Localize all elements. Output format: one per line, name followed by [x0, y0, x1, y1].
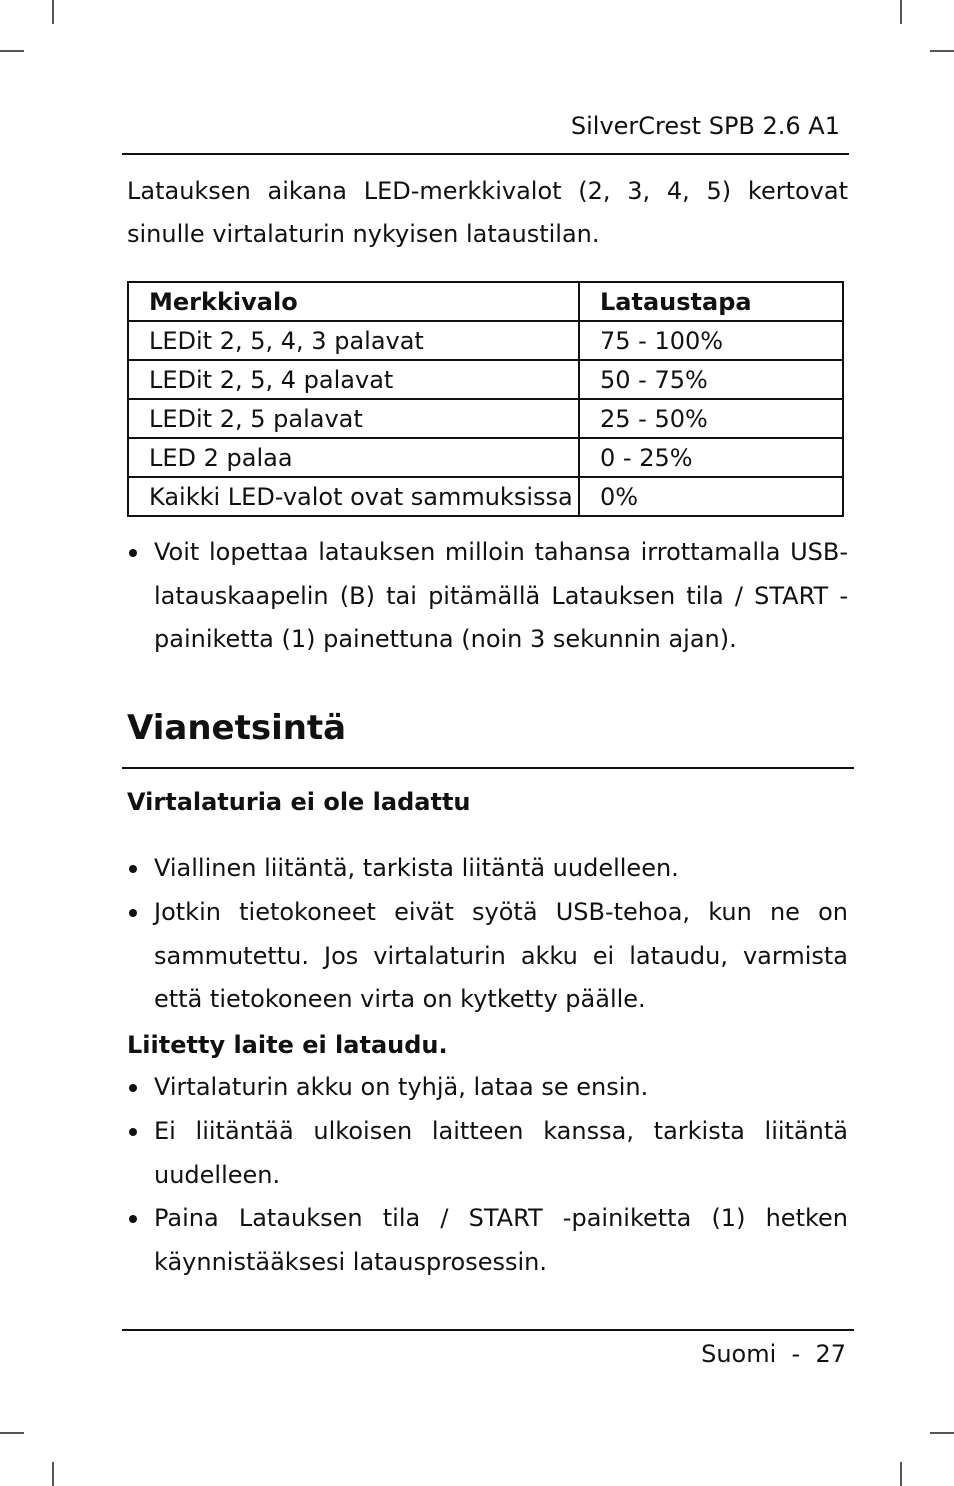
- header-rule: [122, 153, 849, 155]
- subsection-title: Virtalaturia ei ole ladattu: [127, 788, 471, 816]
- footer-rule: [122, 1329, 854, 1331]
- list-item-text: Paina Latauksen tila / START -painiketta (1) hetken käynnistääksesi latausprosessin.: [154, 1204, 848, 1276]
- list-item: [127, 891, 848, 1022]
- intro-paragraph: Latauksen aikana LED-merkkivalot (2, 3, 4, 5) kertovat sinulle virtalaturin nykyisen lataustilan.: [127, 177, 848, 248]
- crop-mark: [930, 50, 954, 52]
- list-item: [127, 1197, 848, 1284]
- column-header: Merkkivalo: [128, 282, 579, 321]
- list-item-text: Viallinen liitäntä, tarkista liitäntä uudelleen.: [154, 854, 679, 882]
- table-cell: 25 - 50%: [579, 399, 843, 438]
- list-item-text: Virtalaturin akku on tyhjä, lataa se ensin.: [154, 1073, 649, 1101]
- led-status-table: [127, 281, 844, 517]
- list-item: [127, 1110, 848, 1197]
- list-item-text: Ei liitäntää ulkoisen laitteen kanssa, tarkista liitäntä uudelleen.: [154, 1117, 848, 1189]
- crop-mark: [0, 1432, 24, 1434]
- list-item-text: Jotkin tietokoneet eivät syötä USB-tehoa, kun ne on sammutettu. Jos virtalaturin akku ei lataudu, varmista että tietokoneen virta on kytketty päälle.: [154, 898, 848, 1013]
- table-cell: LEDit 2, 5 palavat: [128, 399, 579, 438]
- table-cell: 0%: [579, 477, 843, 516]
- table-row: [128, 360, 843, 399]
- table-row: [128, 477, 843, 516]
- table-cell: 0 - 25%: [579, 438, 843, 477]
- list-item: [127, 847, 848, 891]
- crop-mark: [52, 0, 54, 24]
- subsection-title: Liitetty laite ei lataudu.: [127, 1031, 448, 1059]
- crop-mark: [900, 1462, 902, 1486]
- table-cell: 50 - 75%: [579, 360, 843, 399]
- column-header: Lataustapa: [579, 282, 843, 321]
- table-header-row: [128, 282, 843, 321]
- list-item: [127, 531, 848, 662]
- table-row: [128, 438, 843, 477]
- table-cell: 75 - 100%: [579, 321, 843, 360]
- crop-mark: [900, 0, 902, 24]
- table-cell: LED 2 palaa: [128, 438, 579, 477]
- table-cell: LEDit 2, 5, 4 palavat: [128, 360, 579, 399]
- list-item-text: Voit lopettaa latauksen milloin tahansa irrottamalla USB-latauskaapelin (B) tai pitämällä Latauksen tila / START -painiketta (1) painettuna (noin 3 sekunnin ajan).: [154, 538, 848, 653]
- section-rule: [122, 767, 854, 769]
- table-cell: Kaikki LED-valot ovat sammuksissa: [128, 477, 579, 516]
- section-title: Vianetsintä: [127, 708, 347, 748]
- running-header: SilverCrest SPB 2.6 A1: [570, 112, 840, 140]
- crop-mark: [52, 1462, 54, 1486]
- crop-mark: [930, 1432, 954, 1434]
- list-item: [127, 1066, 848, 1110]
- crop-mark: [0, 50, 24, 52]
- table-row: [128, 399, 843, 438]
- page-footer: Suomi - 27: [701, 1340, 846, 1368]
- table-row: [128, 321, 843, 360]
- table-cell: LEDit 2, 5, 4, 3 palavat: [128, 321, 579, 360]
